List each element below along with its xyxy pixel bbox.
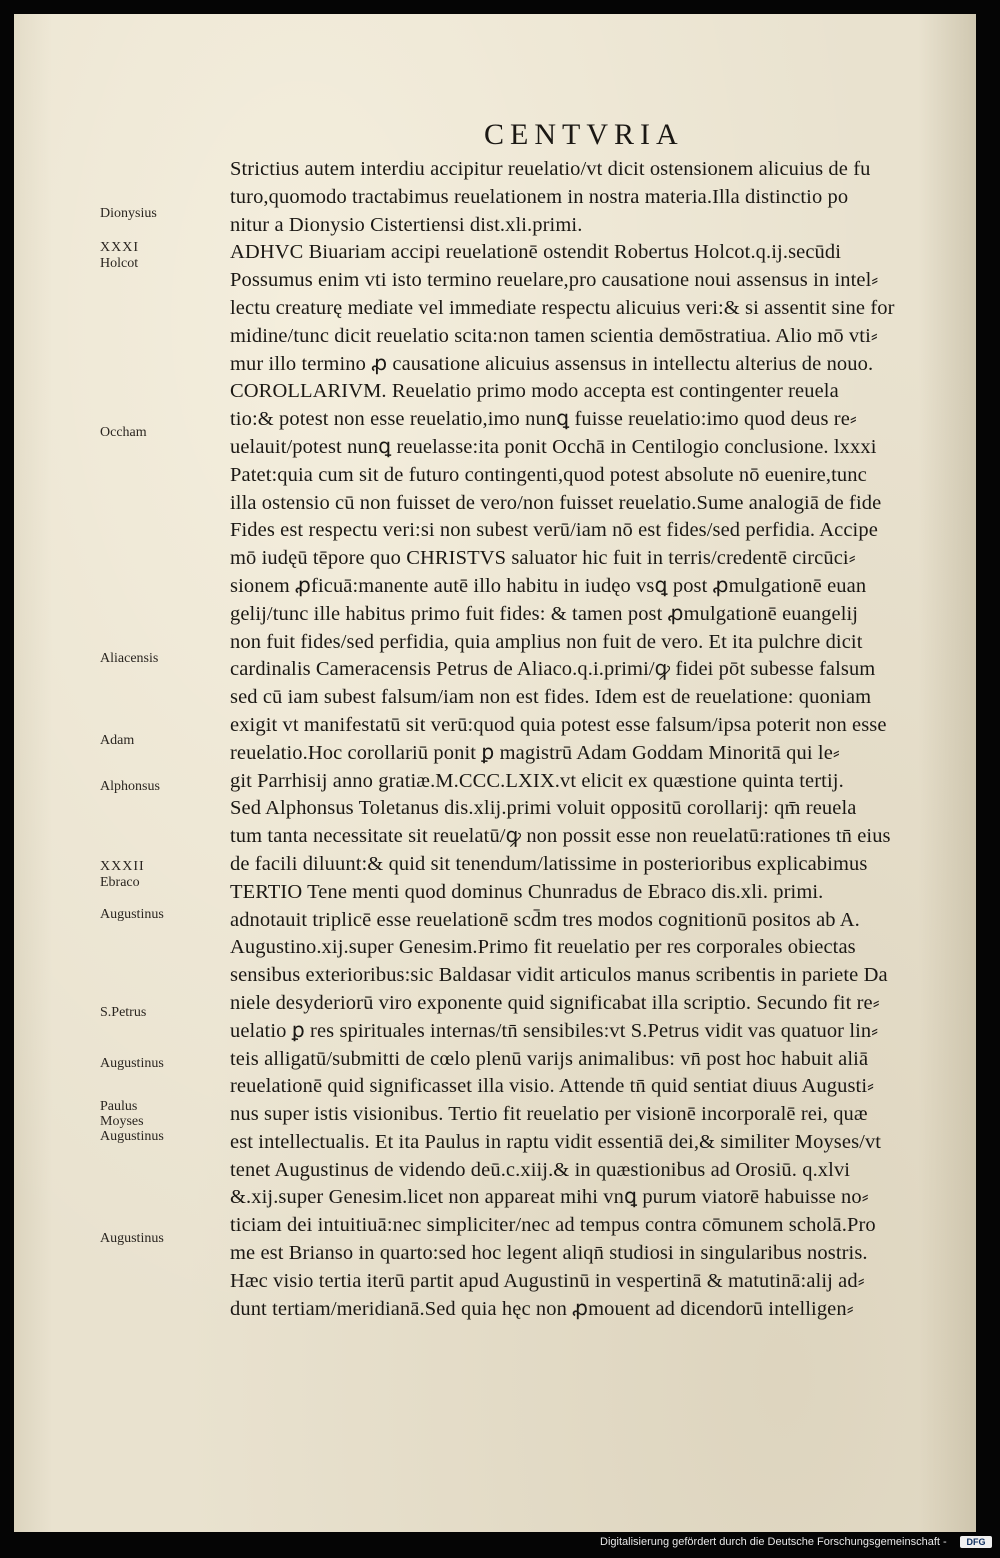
text-line: tum tanta necessitate sit reuelatū/ꝙ non possit esse non reuelatū:rationes tn̄ eius: [230, 825, 891, 848]
margin-note-augustinus: Augustinus: [100, 1129, 164, 1144]
margin-notes: [100, 14, 220, 1414]
funding-credit: Digitalisierung gefördert durch die Deutsche Forschungsgemeinschaft -: [600, 1536, 947, 1548]
text-line: sensibus exterioribus:sic Baldasar vidit articulos manus scribentis in pariete Da: [230, 964, 888, 987]
text-line: exigit vt manifestatū sit verū:quod quia potest esse falsum/ipsa poterit non esse: [230, 713, 887, 736]
text-line: sionem ꝓficuā:manente autē illo habitu in iudęo vsꝗ post ꝓmulgationē euan: [230, 574, 867, 597]
text-line: COROLLARIVM. Reuelatio primo modo accepta est contingenter reuela: [230, 380, 839, 403]
text-line: dunt tertiam/meridianā.Sed quia hęc non ꝓmouent ad dicendorū intelligen⸗: [230, 1297, 854, 1320]
text-line: cardinalis Cameracensis Petrus de Aliaco.q.i.primi/ꝙ fidei pōt subesse falsum: [230, 658, 876, 681]
text-line: tenet Augustinus de videndo deū.c.xiij.& in quæstionibus ad Orosiū. q.xlvi: [230, 1158, 851, 1181]
text-line: teis alligatū/submitti de cœlo plenū varijs animalibus: vn̄ post hoc habuit aliā: [230, 1047, 869, 1070]
text-line: adnotauit triplicē esse reuelationē scd̄m tres modos cognitionū positos ab A.: [230, 908, 860, 931]
text-line: gelij/tunc ille habitus primo fuit fides: & tamen post ꝓmulgationē euangelij: [230, 602, 859, 625]
text-line: midine/tunc dicit reuelatio scita:non tamen scientia demōstratiua. Alio mō vti⸗: [230, 324, 878, 347]
margin-note-number: XXXII: [100, 859, 145, 874]
text-line: Patet:quia cum sit de futuro contingenti,quod potest absolute nō euenire,tunc: [230, 463, 867, 486]
text-line: mur illo termino ꝓ causatione alicuius assensus in intellectu alterius de nouo.: [230, 352, 874, 375]
text-line: nus super istis visionibus. Tertio fit reuelatio per visionē incorporalē rei, quæ: [230, 1103, 868, 1126]
text-line: ADHVC Biuariam accipi reuelationē ostendit Robertus Holcot.q.ij.secūdi: [230, 241, 842, 264]
text-line: reuelationē quid significasset illa visio. Attende tn̄ quid sentiat diuus Augusti⸗: [230, 1075, 875, 1098]
running-head: CENTVRIA: [484, 118, 684, 151]
margin-note-aliacensis: Aliacensis: [100, 651, 159, 666]
text-line: Sed Alphonsus Toletanus dis.xlij.primi voluit oppositū corollarij: qm̄ reuela: [230, 797, 857, 820]
margin-note-ebraco: Ebraco: [100, 875, 140, 890]
margin-note-holcot: Holcot: [100, 256, 139, 271]
text-line: git Parrhisij anno gratiæ.M.CCC.LXIX.vt elicit ex quæstione quinta tertij.: [230, 769, 844, 792]
margin-note-number: XXXI: [100, 240, 139, 255]
margin-note-augustinus: Augustinus: [100, 1231, 164, 1246]
text-line: nitur a Dionysio Cistertiensi dist.xli.primi.: [230, 213, 583, 236]
text-line: uelatio ꝑ res spirituales internas/tn̄ sensibiles:vt S.Petrus vidit vas quatuor lin⸗: [230, 1019, 879, 1042]
text-line: uelauit/potest nunꝗ reuelasse:ita ponit Occhā in Centilogio conclusione. lxxxi: [230, 435, 877, 458]
text-line: lectu creaturę mediate vel immediate respectu alicuius veri:& si assentit sine for: [230, 296, 895, 319]
text-line: me est Brianso in quarto:sed hoc legent aliqn̄ studiosi in singularibus nostris.: [230, 1242, 868, 1265]
margin-note-paulus: Paulus: [100, 1099, 138, 1114]
text-line: Fides est respectu veri:si non subest verū/iam nō est fides/sed perfidia. Accipe: [230, 519, 878, 542]
margin-note-augustinus: Augustinus: [100, 1056, 164, 1071]
margin-note-petrus: S.Petrus: [100, 1005, 147, 1020]
text-line: reuelatio.Hoc corollariū ponit ꝑ magistrū Adam Goddam Minoritā qui le⸗: [230, 741, 840, 764]
margin-note-adam: Adam: [100, 733, 135, 748]
book-page: [14, 14, 976, 1532]
text-line: Augustino.xij.super Genesim.Primo fit reuelatio per res corporales obiectas: [230, 936, 856, 959]
margin-note-moyses: Moyses: [100, 1114, 144, 1129]
margin-note-alphonsus: Alphonsus: [100, 779, 160, 794]
text-line: de facili diluunt:& quid sit tenendum/latissime in posterioribus explicabimus: [230, 852, 868, 875]
margin-note-dionysius: Dionysius: [100, 206, 157, 221]
text-line: ticiam dei intuitiuā:nec simpliciter/nec ad tempus contra cōmunem scholā.Pro: [230, 1214, 876, 1237]
text-line: TERTIO Tene menti quod dominus Chunradus de Ebraco dis.xli. primi.: [230, 880, 824, 903]
text-line: illa ostensio cū non fuisset de vero/non fuisset reuelatio.Sume analogiā de fide: [230, 491, 882, 514]
text-line: mō iudęū tēpore quo CHRISTVS saluator hic fuit in terris/credentē circūci⸗: [230, 547, 856, 570]
text-line: Possumus enim vti isto termino reuelare,pro causatione noui assensus in intel⸗: [230, 269, 879, 292]
text-line: Hæc visio tertia iterū partit apud Augustinū in vespertinā & matutinā:alij ad⸗: [230, 1269, 865, 1292]
text-line: est intellectualis. Et ita Paulus in raptu vidit essentiā dei,& similiter Moyses/vt: [230, 1130, 882, 1153]
text-line: tio:& potest non esse reuelatio,imo nunꝗ fuisse reuelatio:imo quod deus re⸗: [230, 408, 857, 431]
text-line: non fuit fides/sed perfidia, quia amplius non fuit de vero. Et ita pulchre dicit: [230, 630, 863, 653]
text-line: niele desyderiorū viro exponente quid significabat illa scriptio. Secundo fit re⸗: [230, 991, 880, 1014]
margin-note-augustinus: Augustinus: [100, 907, 164, 922]
margin-note-occham: Occham: [100, 425, 147, 440]
dfg-logo: DFG: [960, 1536, 992, 1548]
text-line: &.xij.super Genesim.licet non appareat mihi vnꝗ purum viatorē habuisse no⸗: [230, 1186, 869, 1209]
text-line: sed cū iam subest falsum/iam non est fides. Idem est de reuelatione: quoniam: [230, 686, 872, 709]
text-line: turo,quomodo tractabimus reuelationem in nostra materia.Illa distinctio po: [230, 185, 849, 208]
text-line: Strictius autem interdiu accipitur reuelatio/vt dicit ostensionem alicuius de fu: [230, 158, 871, 180]
body-text: [230, 156, 976, 1323]
